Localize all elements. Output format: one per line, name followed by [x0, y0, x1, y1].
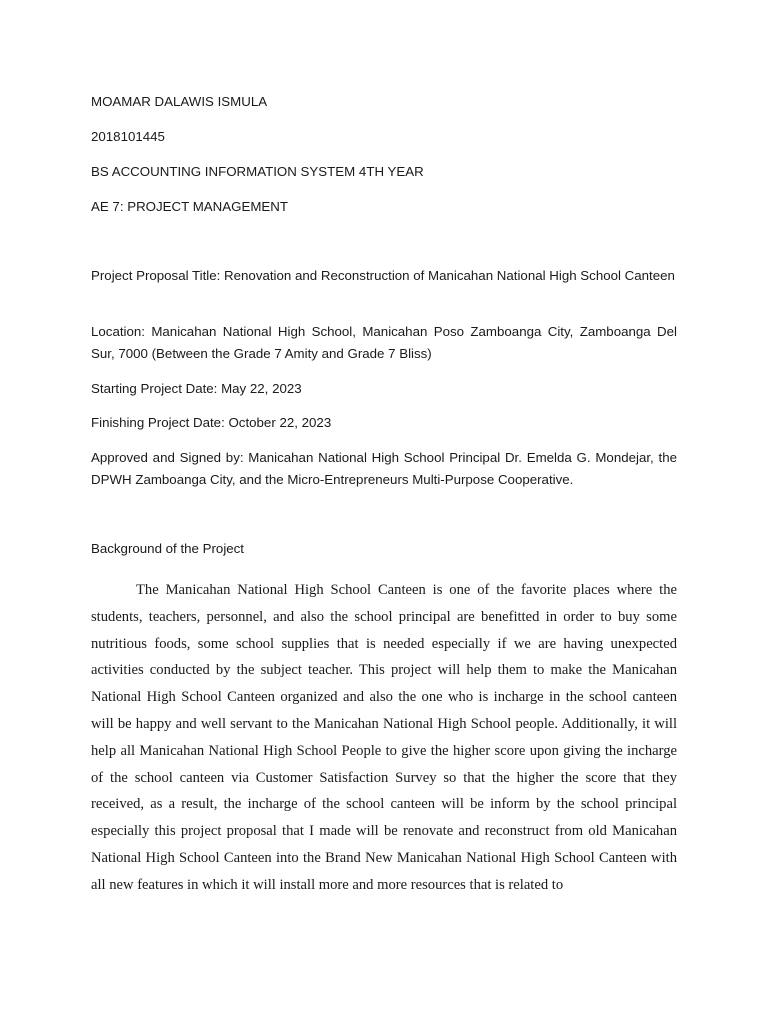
- starting-date: Starting Project Date: May 22, 2023: [91, 381, 302, 396]
- background-paragraph: The Manicahan National High School Canteen is one of the favorite places where the students, teachers, personnel, and also the school principal are benefitted in order to buy some nutritious foods, some school supplies that is needed especially if we are having unexpected activities conducted by the subject teacher. This project will help them to make the Manicahan National High School Canteen organized and also the one who is incharge in the school canteen will be happy and well servant to the Manicahan National High School people. Additionally, it will help all Manicahan National High School People to give the higher score upon giving the incharge of the school canteen via Customer Satisfaction Survey so that the higher the score that they received, as a result, the incharge of the school canteen will be inform by the school principal especially this project proposal that I made will be renovate and reconstruct from old Manicahan National High School Canteen into the Brand New Manicahan National High School Canteen with all new features in which it will install more and more resources that is related to: [91, 582, 677, 893]
- student-id: 2018101445: [91, 129, 165, 144]
- approval-statement: Approved and Signed by: Manicahan National High School Principal Dr. Emelda G. Mondejar, the DPWH Zamboanga City, and the Micro-Entrepreneurs Multi-Purpose Cooperative.: [91, 450, 677, 487]
- proposal-title: Project Proposal Title: Renovation and Reconstruction of Manicahan National High School Canteen: [91, 268, 675, 283]
- course-line: AE 7: PROJECT MANAGEMENT: [91, 199, 289, 214]
- program-line: BS ACCOUNTING INFORMATION SYSTEM 4TH YEAR: [91, 164, 424, 179]
- proposal-location: Location: Manicahan National High School, Manicahan Poso Zamboanga City, Zamboanga Del Sur, 7000 (Between the Grade 7 Amity and Grade 7 Bliss): [91, 324, 677, 361]
- background-heading: Background of the Project: [91, 541, 245, 556]
- student-name: MOAMAR DALAWIS ISMULA: [91, 94, 268, 109]
- finishing-date: Finishing Project Date: October 22, 2023: [91, 415, 332, 430]
